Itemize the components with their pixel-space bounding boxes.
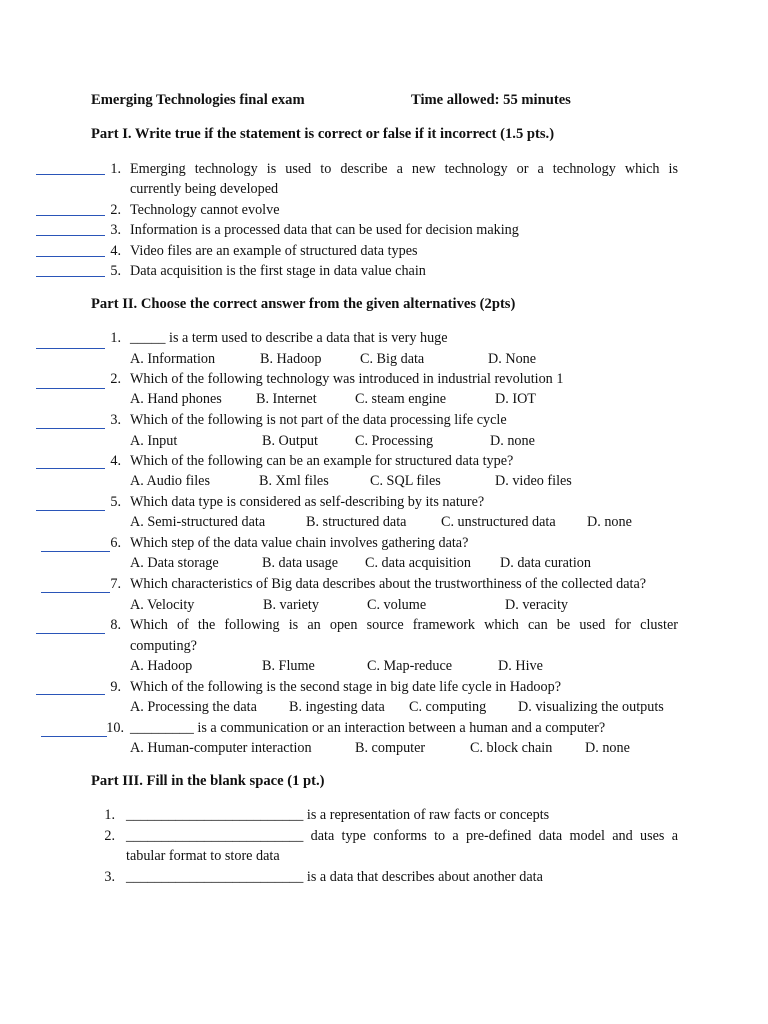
option-a: A. Hand phones [130, 391, 222, 407]
statement-text: Data acquisition is the first stage in data value chain [130, 263, 426, 279]
question-text: Which step of the data value chain involves gathering data? [130, 535, 469, 551]
option-a: A. Human-computer interaction [130, 740, 312, 756]
option-d: D. none [585, 740, 630, 756]
item-number: 3. [104, 869, 115, 885]
option-b: B. Output [262, 433, 318, 449]
question-number: 10. [106, 720, 124, 736]
statement-text: Video files are an example of structured data types [130, 243, 418, 259]
option-b: B. structured data [306, 514, 407, 530]
question-text: Which of the following is an open source framework which can be used for cluster [130, 617, 678, 633]
question-text: _________ is a communication or an interaction between a human and a computer? [130, 720, 606, 736]
option-c: C. Processing [355, 433, 434, 449]
option-a: A. Information [130, 351, 216, 367]
fill-blank-text[interactable]: _________________________ is a representation of raw facts or concepts [126, 807, 550, 823]
question-text: Which data type is considered as self-describing by its nature? [130, 494, 485, 510]
question-text: Which of the following technology was introduced in industrial revolution 1 [130, 371, 564, 387]
option-d: D. video files [495, 473, 572, 489]
question-number: 7. [110, 576, 121, 592]
question-text: Which of the following is not part of the data processing life cycle [130, 412, 507, 428]
option-c: C. unstructured data [441, 514, 556, 530]
option-a: A. Velocity [130, 597, 195, 613]
answer-blank[interactable] [36, 256, 105, 257]
option-d: D. none [490, 433, 535, 449]
statement-text: Emerging technology is used to describe a new technology or a technology which is [130, 161, 678, 177]
option-b: B. ingesting data [289, 699, 385, 715]
option-a: A. Data storage [130, 555, 219, 571]
option-a: A. Audio files [130, 473, 210, 489]
option-a: A. Input [130, 433, 178, 449]
item-number: 1. [110, 161, 121, 177]
option-c: C. SQL files [370, 473, 441, 489]
exam-title: Emerging Technologies final exam [91, 92, 305, 108]
answer-blank[interactable] [36, 348, 105, 349]
option-d: D. none [587, 514, 632, 530]
item-number: 5. [110, 263, 121, 279]
part2-title: Part II. Choose the correct answer from the given alternatives (2pts) [91, 296, 516, 312]
option-a: A. Semi-structured data [130, 514, 266, 530]
question-number: 6. [110, 535, 121, 551]
option-c: C. Map-reduce [367, 658, 453, 674]
option-b: B. Xml files [259, 473, 329, 489]
fill-blank-text[interactable]: _________________________ is a data that describes about another data [126, 869, 543, 885]
part1-title: Part I. Write true if the statement is correct or false if it incorrect (1.5 pts.) [91, 126, 555, 142]
answer-blank[interactable] [36, 174, 105, 175]
question-text: Which of the following is the second stage in big date life cycle in Hadoop? [130, 679, 562, 695]
answer-blank[interactable] [36, 235, 105, 236]
question-text-cont: computing? [130, 638, 197, 654]
item-number: 4. [110, 243, 121, 259]
question-text: Which of the following can be an example for structured data type? [130, 453, 514, 469]
answer-blank[interactable] [36, 215, 105, 216]
option-b: B. variety [263, 597, 319, 613]
option-b: B. computer [355, 740, 426, 756]
option-d: D. veracity [505, 597, 569, 613]
option-c: C. Big data [360, 351, 425, 367]
option-a: A. Hadoop [130, 658, 193, 674]
option-d: D. visualizing the outputs [518, 699, 664, 715]
question-text: _____ is a term used to describe a data that is very huge [130, 330, 448, 346]
item-number: 3. [110, 222, 121, 238]
option-d: D. None [488, 351, 537, 367]
option-b: B. Hadoop [260, 351, 322, 367]
statement-text-cont: currently being developed [130, 181, 279, 197]
option-c: C. block chain [470, 740, 553, 756]
option-c: C. data acquisition [365, 555, 471, 571]
item-number: 2. [110, 202, 121, 218]
statement-text: Information is a processed data that can be used for decision making [130, 222, 519, 238]
question-number: 4. [110, 453, 121, 469]
fill-blank-text-cont: tabular format to store data [126, 848, 280, 864]
time-allowed: Time allowed: 55 minutes [411, 92, 571, 108]
option-d: D. Hive [498, 658, 543, 674]
option-c: C. volume [367, 597, 427, 613]
option-d: D. IOT [495, 391, 536, 407]
answer-blank[interactable] [36, 276, 105, 277]
option-c: C. computing [409, 699, 487, 715]
option-b: B. data usage [262, 555, 339, 571]
item-number: 2. [104, 828, 115, 844]
question-number: 8. [110, 617, 121, 633]
option-d: D. data curation [500, 555, 591, 571]
statement-text: Technology cannot evolve [130, 202, 280, 218]
option-b: B. Internet [256, 391, 317, 407]
option-c: C. steam engine [355, 391, 447, 407]
question-number: 5. [110, 494, 121, 510]
fill-blank-text[interactable]: _________________________ data type conforms to a pre-defined data model and uses a [126, 828, 678, 844]
question-number: 1. [110, 330, 121, 346]
question-text: Which characteristics of Big data describes about the trustworthiness of the collected data? [130, 576, 647, 592]
question-number: 9. [110, 679, 121, 695]
exam-header [91, 92, 678, 109]
part3-title: Part III. Fill in the blank space (1 pt.) [91, 773, 325, 789]
option-b: B. Flume [262, 658, 315, 674]
item-number: 1. [104, 807, 115, 823]
option-a: A. Processing the data [130, 699, 257, 715]
question-number: 3. [110, 412, 121, 428]
question-number: 2. [110, 371, 121, 387]
